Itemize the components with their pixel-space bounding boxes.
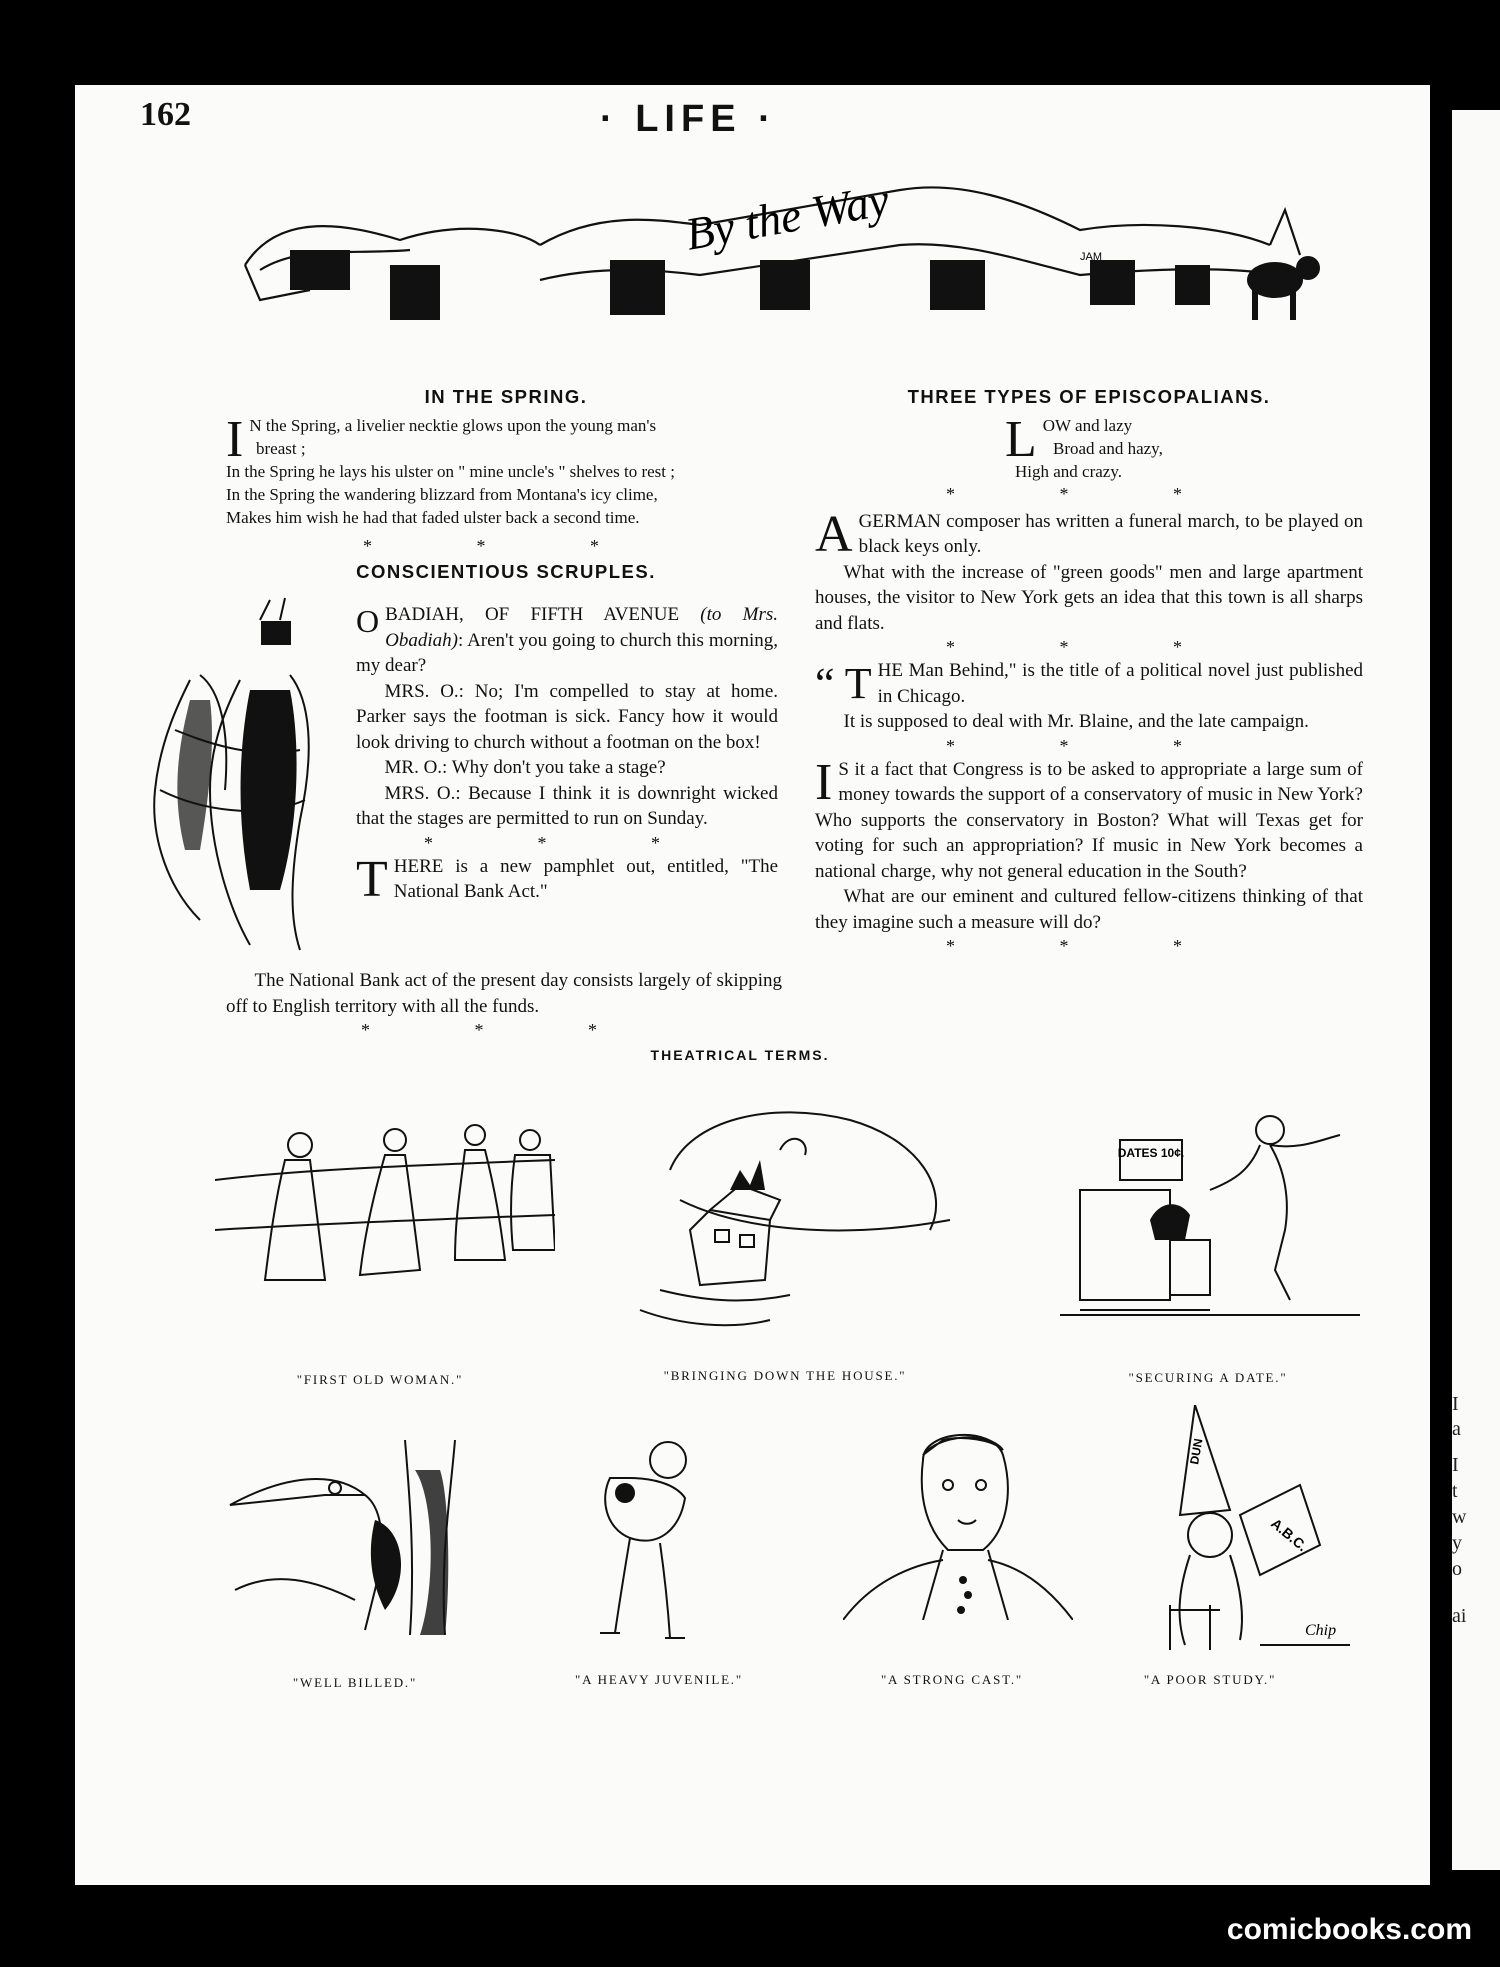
right-column bbox=[815, 384, 1363, 957]
poor-study-cartoon bbox=[1150, 1405, 1360, 1655]
spring-poem bbox=[226, 410, 786, 529]
separator-stars: * * * bbox=[363, 535, 649, 556]
poem-line: In the Spring the wandering blizzard from Montana's icy clime, bbox=[226, 484, 658, 504]
scruples-text bbox=[356, 602, 778, 908]
caption-first-old-woman: "FIRST OLD WOMAN." bbox=[296, 1372, 464, 1387]
paragraph: What with the increase of "green goods" men and large apartment houses, the visitor to New York gets an idea that this town is all sharps and flats. bbox=[815, 561, 1363, 634]
drop-cap: “ T bbox=[815, 659, 872, 708]
dialogue: MR. O.: Why don't you take a stage? bbox=[384, 757, 666, 778]
bank-text bbox=[226, 968, 782, 1041]
dates-sign: DATES 10¢. bbox=[1117, 1146, 1185, 1160]
episcopalians-title: THREE TYPES OF EPISCOPALIANS. bbox=[907, 386, 1271, 407]
episcopalians-poem bbox=[1005, 410, 1363, 483]
by-the-way-banner bbox=[240, 150, 1350, 335]
drop-cap: A bbox=[815, 505, 853, 563]
drop-cap: T bbox=[356, 850, 388, 908]
paragraph: S it a fact that Congress is to be asked to appropriate a large sum of money towards the support of a conservatory of music in New York? Who supports the conservatory in Boston? What will Texas get for voting for such an appropriation? If music in New York becomes a national charge, why not general education in the South? bbox=[815, 758, 1363, 882]
book-text: A.B.C. bbox=[1268, 1515, 1311, 1555]
left-column bbox=[226, 384, 786, 584]
separator-stars: * * * bbox=[946, 936, 1232, 956]
poem-line: OW and lazy bbox=[1042, 415, 1133, 435]
separator-stars: * * * bbox=[946, 735, 1232, 756]
section-title: THEATRICAL TERMS. bbox=[650, 1047, 830, 1063]
edge-letter: t bbox=[1452, 1480, 1458, 1502]
well-billed-cartoon bbox=[225, 1440, 515, 1635]
caption-heavy-juvenile: "A HEAVY JUVENILE." bbox=[575, 1672, 743, 1687]
edge-letter: ai bbox=[1452, 1605, 1467, 1627]
facing-page-edge bbox=[1452, 110, 1500, 1870]
separator-stars: * * * bbox=[361, 1020, 647, 1040]
paragraph: HE Man Behind," is the title of a political novel just published in Chicago. bbox=[877, 660, 1363, 707]
horses-illustration bbox=[140, 590, 370, 960]
heavy-juvenile-cartoon bbox=[590, 1438, 710, 1643]
caption-poor-study: "A POOR STUDY." bbox=[1143, 1672, 1277, 1687]
banner-text: By the Way bbox=[681, 173, 893, 260]
edge-letter: I bbox=[1452, 1454, 1459, 1476]
separator-stars: * * * bbox=[946, 637, 1232, 657]
strong-cast-cartoon bbox=[843, 1420, 1073, 1620]
poem-line: N the Spring, a livelier necktie glows upon the young man's bbox=[249, 415, 657, 435]
paragraph: It is supposed to deal with Mr. Blaine, and the late campaign. bbox=[843, 711, 1309, 732]
dunce-text: DUN bbox=[1187, 1437, 1206, 1466]
poem-line: In the Spring he lays his ulster on " mine uncle's " shelves to rest ; bbox=[226, 461, 675, 481]
edge-letter: o bbox=[1452, 1558, 1462, 1580]
drop-cap: I bbox=[815, 753, 833, 811]
dialogue: : Aren't you going to church this morning, my dear? bbox=[356, 629, 778, 676]
page-number: 162 bbox=[140, 96, 191, 133]
watermark: comicbooks.com bbox=[1226, 1913, 1472, 1946]
spring-title: IN THE SPRING. bbox=[424, 386, 588, 407]
drop-cap: L bbox=[1005, 410, 1037, 468]
paragraph: The National Bank act of the present day consists largely of skipping off to English territory with all the funds. bbox=[226, 970, 782, 1017]
speaker: BADIAH, OF FIFTH AVENUE bbox=[385, 604, 680, 625]
drop-cap: O bbox=[356, 603, 380, 639]
poem-line: breast ; bbox=[256, 438, 306, 458]
caption-securing-a-date: "SECURING A DATE." bbox=[1128, 1370, 1288, 1385]
caption-bringing-down-house: "BRINGING DOWN THE HOUSE." bbox=[663, 1368, 907, 1383]
poem-line: High and crazy. bbox=[1015, 461, 1122, 481]
securing-a-date-cartoon bbox=[1060, 1110, 1360, 1320]
edge-letter: w bbox=[1452, 1506, 1467, 1528]
paragraph: HERE is a new pamphlet out, entitled, "The National Bank Act." bbox=[393, 855, 778, 902]
edge-letter: I bbox=[1452, 1393, 1459, 1415]
drop-cap: I bbox=[226, 410, 244, 468]
separator-stars: * * * bbox=[946, 483, 1232, 504]
caption-well-billed: "WELL BILLED." bbox=[292, 1675, 418, 1690]
scruples-title: CONSCIENTIOUS SCRUPLES. bbox=[356, 560, 656, 582]
edge-letter: a bbox=[1452, 1418, 1461, 1440]
artist-signature: Chip bbox=[1305, 1622, 1337, 1639]
bringing-down-house-cartoon bbox=[620, 1090, 960, 1360]
banner-signature: JAM bbox=[1080, 251, 1102, 263]
dialogue: MRS. O.: No; I'm compelled to stay at home. Parker says the footman is sick. Fancy how it would look driving to church without a footman on the box! bbox=[356, 680, 778, 753]
poem-line: Broad and hazy, bbox=[1053, 438, 1163, 458]
paragraph: What are our eminent and cultured fellow-citizens thinking of that they imagine such a measure will do? bbox=[815, 886, 1363, 933]
poem-line: Makes him wish he had that faded ulster back a second time. bbox=[226, 507, 640, 527]
dialogue: MRS. O.: Because I think it is downright wicked that the stages are permitted to run on Sunday. bbox=[356, 782, 778, 829]
stage-direction: (to Mrs. Obadiah) bbox=[385, 604, 778, 651]
paragraph: GERMAN composer has written a funeral march, to be played on black keys only. bbox=[858, 510, 1363, 557]
edge-letter: y bbox=[1452, 1532, 1462, 1554]
first-old-woman-cartoon bbox=[215, 1110, 555, 1290]
caption-strong-cast: "A STRONG CAST." bbox=[880, 1672, 1024, 1687]
separator-stars: * * * bbox=[424, 832, 710, 853]
masthead: · LIFE · bbox=[600, 98, 777, 140]
